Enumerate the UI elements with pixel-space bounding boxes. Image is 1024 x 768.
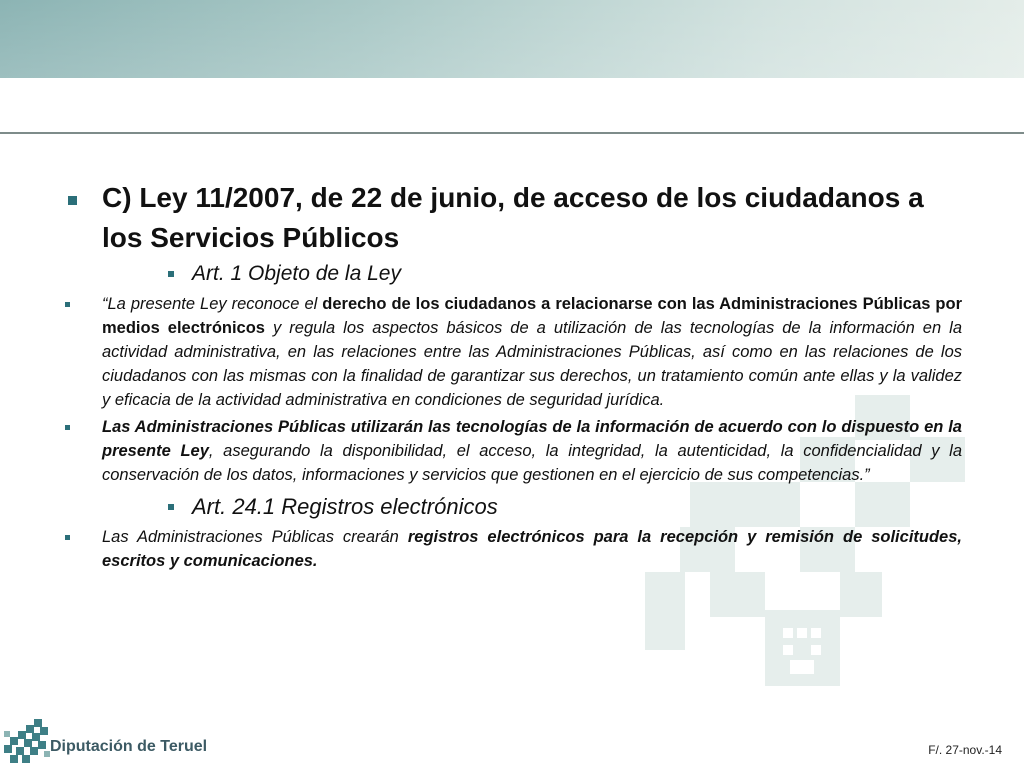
paragraph2-rest: , asegurando la disponibilidad, el acceso, la integridad, la autenticidad, la confidencialidad y la conservación de los datos, informaciones y servicios que gestionen en el ejercicio de sus competencias.” (102, 442, 963, 484)
paragraph2 (102, 415, 962, 487)
article24-row (62, 493, 962, 521)
square-bullet-icon (65, 425, 70, 430)
paragraph1-row (62, 292, 962, 412)
square-bullet-icon (168, 504, 174, 510)
logo-text: Diputación de Teruel (50, 738, 208, 755)
paragraph1-part2: y regula los aspectos básicos de a utilización de las tecnologías de la información en la actividad administrativa, en las relaciones entre las Administraciones Públicas, así como en las relaciones de los ciudadanos con las mismas con la finalidad de garantizar sus derechos, un tratamiento común ante ellas y la validez y eficacia de la actividad administrativa en condiciones de seguridad jurídica. (102, 319, 962, 409)
article24-label: Art. 24.1 Registros electrónicos (192, 494, 498, 519)
paragraph3 (102, 525, 962, 573)
square-bullet-icon (68, 196, 77, 205)
paragraph3-row (62, 525, 962, 573)
slide-content (62, 178, 962, 573)
article1-label: Art. 1 Objeto de la Ley (192, 262, 401, 285)
square-bullet-icon (168, 271, 174, 277)
footer-date: F/. 27-nov.-14 (928, 743, 1002, 757)
paragraph1-part1: “La presente Ley reconoce el (102, 295, 323, 313)
square-bullet-icon (65, 302, 70, 307)
paragraph2-bold: Las Administraciones Públicas utilizarán las tecnologías de la información de acuerdo con lo dispuesto en la presente Ley (102, 418, 962, 460)
square-bullet-icon (65, 535, 70, 540)
paragraph3-bold: registros electrónicos para la recepción y remisión de solicitudes, escritos y comunicaciones. (102, 528, 962, 570)
article1-row (62, 260, 962, 288)
paragraph2-row (62, 415, 962, 487)
paragraph3-normal: Las Administraciones Públicas crearán (102, 528, 408, 546)
heading-row (62, 178, 962, 258)
slide-heading: C) Ley 11/2007, de 22 de junio, de acceso de los ciudadanos a los Servicios Públicos (102, 182, 924, 253)
paragraph1 (102, 292, 962, 412)
paragraph1-bold: derecho de los ciudadanos a relacionarse con las Administraciones Públicas por medios electrónicos (102, 295, 962, 337)
